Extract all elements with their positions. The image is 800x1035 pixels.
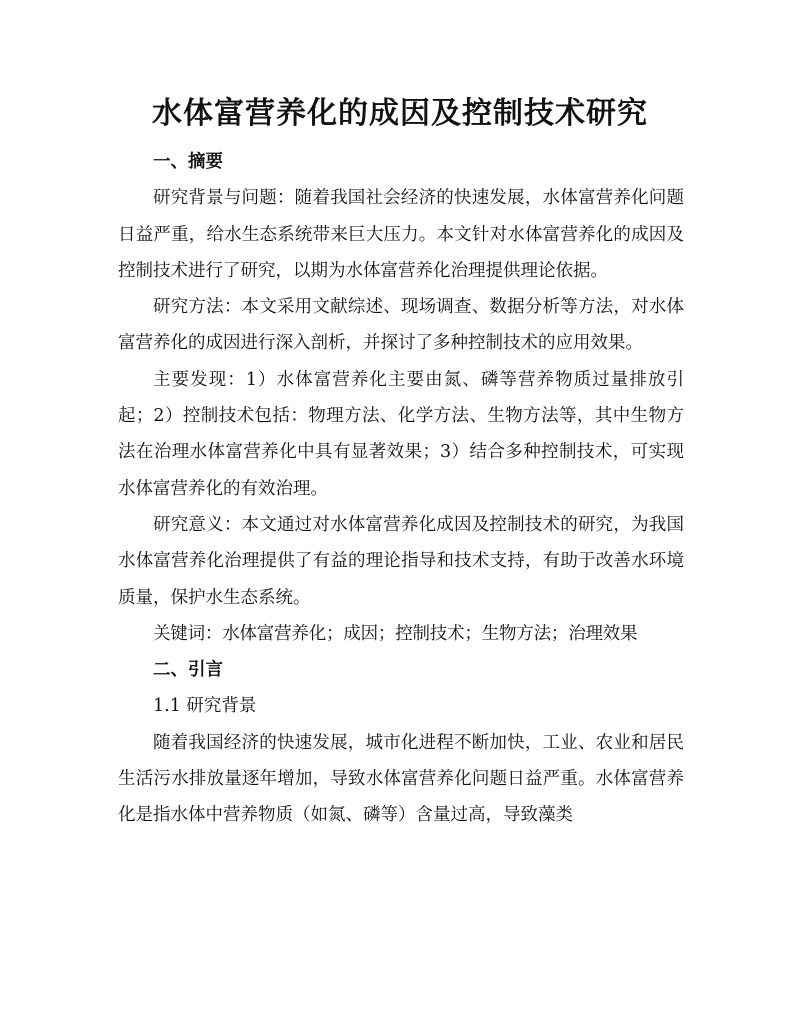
- document-title: 水体富营养化的成因及控制技术研究: [152, 96, 648, 131]
- abstract-methods-paragraph: 研究方法：本文采用文献综述、现场调查、数据分析等方法，对水体富营养化的成因进行深入剖析，并探讨了多种控制技术的应用效果。: [118, 297, 684, 354]
- abstract-significance-paragraph: 研究意义：本文通过对水体富营养化成因及控制技术的研究，为我国水体富营养化治理提供了有益的理论指导和技术支持，有助于改善水环境质量，保护水生态系统。: [118, 514, 684, 608]
- subsection-heading-1-1: 1.1 研究背景: [153, 696, 257, 717]
- abstract-findings-paragraph: 主要发现：1）水体富营养化主要由氮、磷等营养物质过量排放引起；2）控制技术包括：物理方法、化学方法、生物方法等，其中生物方法在治理水体富营养化中具有显著效果；3）结合多种控制技术，可实现水体富营养化的有效治理。: [118, 369, 684, 499]
- abstract-background-paragraph: 研究背景与问题：随着我国社会经济的快速发展，水体富营养化问题日益严重，给水生态系统带来巨大压力。本文针对水体富营养化的成因及控制技术进行了研究，以期为水体富营养化治理提供理论依据。: [118, 188, 684, 281]
- abstract-heading: 一、摘要: [153, 152, 223, 172]
- document-body: [118, 144, 684, 834]
- keywords-line: 关键词：水体富营养化；成因；控制技术；生物方法；治理效果: [153, 623, 638, 644]
- intro-paragraph: 随着我国经济的快速发展，城市化进程不断加快，工业、农业和居民生活污水排放量逐年增加，导致水体富营养化问题日益严重。水体富营养化是指水体中营养物质（如氮、磷等）含量过高，导致藻类: [118, 732, 684, 826]
- intro-heading: 二、引言: [153, 660, 223, 681]
